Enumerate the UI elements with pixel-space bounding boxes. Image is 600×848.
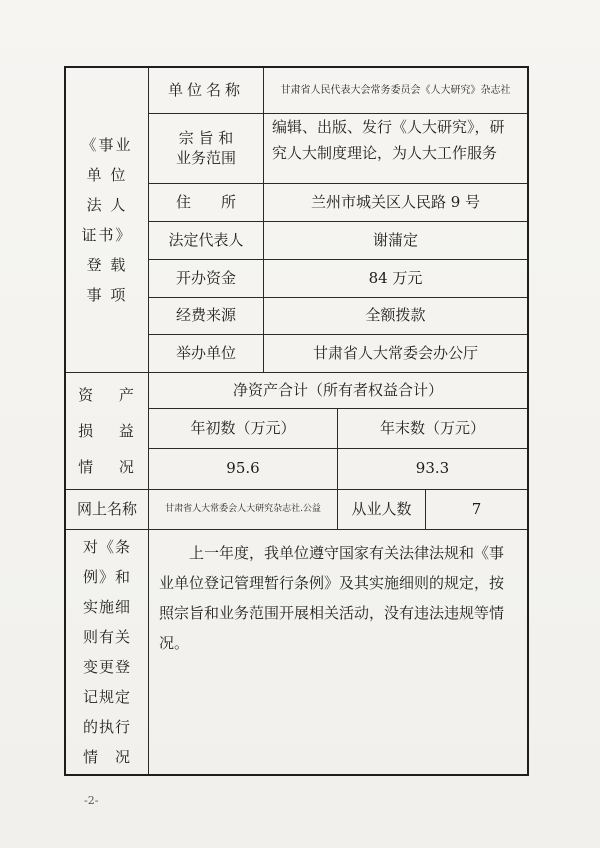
purpose-scope-label [149, 114, 264, 184]
compliance-text: 上一年度，我单位遵守国家有关法律法规和《事业单位登记管理暂行条例》及其实施细则的规定，按照宗旨和业务范围开展相关活动，没有违法违规等情况。 [159, 544, 505, 652]
unit-name-value: 甘肃省人民代表大会常务委员会《人大研究》杂志社 [264, 68, 527, 114]
compliance-section-label [66, 530, 149, 774]
annual-report-form [64, 66, 529, 776]
staff-count-label: 从业人数 [338, 490, 426, 530]
sponsor-unit-value: 甘肃省人大常委会办公厅 [264, 335, 527, 373]
compliance-label-line: 实施细 [82, 598, 131, 616]
address-value: 兰州市城关区人民路 9 号 [264, 184, 527, 222]
funding-source-value: 全额拨款 [264, 298, 527, 335]
funding-source-label: 经费来源 [149, 298, 264, 335]
begin-year-value: 95.6 [149, 449, 338, 490]
legal-representative-label: 法定代表人 [149, 222, 264, 260]
end-year-value: 93.3 [338, 449, 527, 490]
address-label: 住 所 [149, 184, 264, 222]
compliance-label-line: 的执行 [82, 718, 131, 736]
registration-section-label [66, 68, 149, 373]
registration-label-line: 法 人 [86, 196, 128, 214]
legal-representative-value: 谢蒲定 [264, 222, 527, 260]
purpose-scope-value-line: 究人大制度理论，为人大工作服务 [272, 144, 498, 162]
purpose-scope-value [264, 114, 527, 184]
registration-label-line: 登 载 [86, 256, 128, 274]
assets-label-line: 资 产 [78, 386, 136, 404]
unit-name-label: 单位名称 [149, 68, 264, 114]
end-year-header: 年末数（万元） [338, 409, 527, 449]
registration-label-line: 证书》 [81, 226, 133, 244]
capital-value: 84 万元 [264, 260, 527, 298]
page-number: -2- [84, 794, 99, 807]
sponsor-unit-label: 举办单位 [149, 335, 264, 373]
purpose-scope-value-line: 编辑、出版、发行《人大研究》，研 [272, 118, 505, 136]
staff-count-value: 7 [426, 490, 527, 530]
registration-label-line: 事 项 [86, 286, 128, 304]
compliance-label-line: 例》和 [82, 568, 131, 586]
compliance-label-line: 则有关 [82, 628, 131, 646]
capital-label: 开办资金 [149, 260, 264, 298]
compliance-label-line: 记规定 [82, 688, 131, 706]
online-name-value: 甘肃省人大常委会人大研究杂志社.公益 [149, 490, 338, 530]
compliance-label-line: 对《条 [82, 538, 131, 556]
begin-year-header: 年初数（万元） [149, 409, 338, 449]
compliance-label-line: 情 况 [82, 748, 131, 766]
registration-label-line: 《事业 [81, 136, 133, 154]
assets-label-line: 损 益 [78, 422, 136, 440]
compliance-text-cell [149, 530, 527, 774]
assets-section-label [66, 373, 149, 490]
net-assets-header: 净资产合计（所有者权益合计） [149, 373, 527, 409]
purpose-scope-label-line: 业务范围 [175, 148, 236, 167]
purpose-scope-label-line: 宗 旨 和 [178, 129, 234, 147]
online-name-label: 网上名称 [66, 490, 149, 530]
assets-label-line: 情 况 [78, 458, 136, 476]
registration-label-line: 单 位 [86, 166, 128, 184]
compliance-label-line: 变更登 [82, 658, 131, 676]
